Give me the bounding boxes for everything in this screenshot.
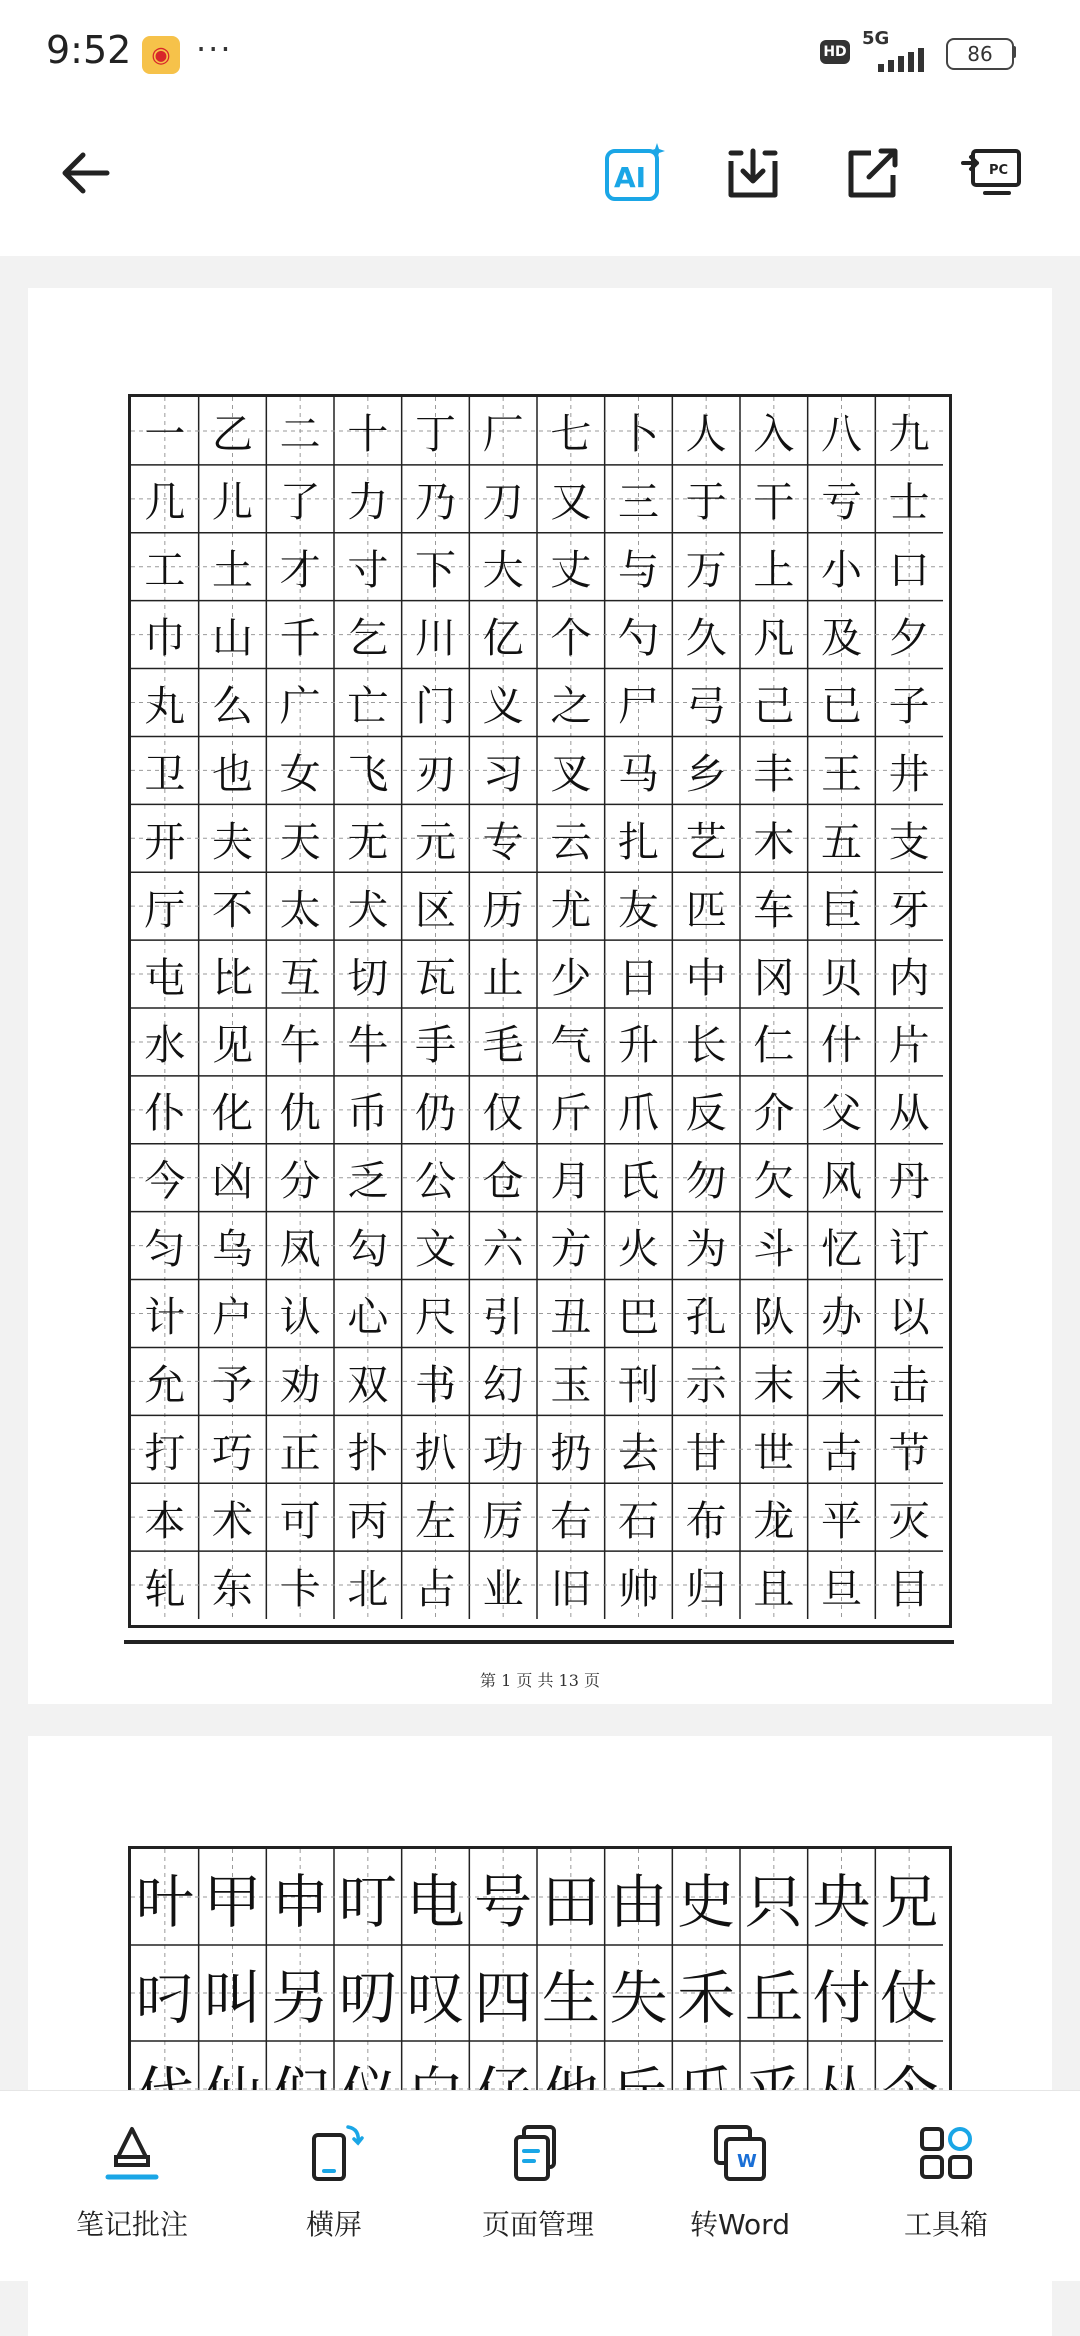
grid-character: 厅 — [144, 885, 186, 934]
nav-page-manage[interactable] — [448, 2121, 628, 2261]
grid-character: 叮 — [338, 1868, 397, 1936]
grid-character: 久 — [685, 614, 727, 663]
grid-character: 力 — [347, 478, 389, 527]
grid-character: 马 — [617, 749, 659, 798]
grid-character: 巴 — [617, 1292, 659, 1341]
grid-character: 匹 — [685, 885, 727, 934]
grid-character: 仅 — [482, 1089, 524, 1138]
grid-character: 扔 — [550, 1428, 592, 1477]
grid-character: 么 — [211, 681, 253, 730]
grid-character: 比 — [211, 953, 253, 1002]
document-viewer[interactable] — [0, 256, 1080, 2090]
grid-character: 艺 — [685, 817, 727, 866]
toolbox-icon — [914, 2121, 978, 2185]
grid-character: 凶 — [211, 1157, 253, 1206]
grid-character: 功 — [482, 1428, 524, 1477]
grid-character: 节 — [888, 1428, 930, 1477]
grid-character: 火 — [617, 1225, 659, 1274]
grid-character: 且 — [753, 1564, 795, 1613]
grid-character: 犬 — [347, 885, 389, 934]
nav-to-word-label: 转Word — [690, 2208, 790, 2241]
grid-character: 旦 — [820, 1564, 862, 1613]
grid-character: 不 — [211, 885, 253, 934]
grid-character: 干 — [753, 478, 795, 527]
grid-character: 十 — [347, 410, 389, 459]
grid-character: 个 — [550, 614, 592, 663]
grid-character: 月 — [550, 1157, 592, 1206]
grid-character: 仆 — [144, 1089, 186, 1138]
grid-character: 寸 — [347, 546, 389, 595]
pages-icon — [506, 2121, 570, 2185]
grid-character: 扑 — [347, 1428, 389, 1477]
grid-character: 扎 — [617, 817, 659, 866]
grid-character: 丑 — [550, 1292, 592, 1341]
grid-character: 义 — [482, 681, 524, 730]
grid-character: 叼 — [135, 1964, 194, 2032]
grid-character: 申 — [271, 1868, 330, 1936]
grid-character: 车 — [753, 885, 795, 934]
battery-cap — [1012, 46, 1016, 58]
grid-character: 己 — [753, 681, 795, 730]
grid-character: 父 — [820, 1089, 862, 1138]
network-type: 5G — [862, 28, 890, 49]
grid-character: 以 — [888, 1292, 930, 1341]
grid-character: 可 — [279, 1496, 321, 1545]
grid-character: 天 — [279, 817, 321, 866]
back-arrow-icon — [55, 141, 119, 205]
share-icon — [841, 141, 905, 205]
grid-character: 片 — [888, 1021, 930, 1070]
grid-character: 凤 — [279, 1225, 321, 1274]
signal-icon — [862, 48, 932, 72]
grid-character: 专 — [482, 817, 524, 866]
grid-character: 丸 — [144, 681, 186, 730]
grid-character: 央 — [812, 1868, 871, 1936]
grid-character: 日 — [617, 953, 659, 1002]
grid-character: 千 — [279, 614, 321, 663]
grid-character: 土 — [211, 546, 253, 595]
bottom-nav — [0, 2090, 1080, 2281]
grid-character: 氏 — [617, 1157, 659, 1206]
grid-character: 历 — [482, 885, 524, 934]
grid-character: 牙 — [888, 885, 930, 934]
battery-level: 86 — [967, 42, 993, 66]
grid-character: 巨 — [820, 885, 862, 934]
grid-character: 另 — [271, 1964, 330, 2032]
grid-character: 只 — [744, 1868, 803, 1936]
grid-character: 冈 — [753, 953, 795, 1002]
grid-character: 末 — [753, 1360, 795, 1409]
grid-character: 刊 — [617, 1360, 659, 1409]
grid-character: 欠 — [753, 1157, 795, 1206]
grid-character: 丁 — [414, 410, 456, 459]
grid-character: 八 — [820, 410, 862, 459]
grid-character: 轧 — [144, 1564, 186, 1613]
more-dots: ··· — [196, 30, 233, 68]
grid-character: 风 — [820, 1157, 862, 1206]
grid-character: 办 — [820, 1292, 862, 1341]
grid-character: 屯 — [144, 953, 186, 1002]
grid-character: 心 — [347, 1292, 389, 1341]
grid-character: 斤 — [550, 1089, 592, 1138]
grid-character: 乙 — [211, 410, 253, 459]
grid-character: 少 — [550, 953, 592, 1002]
grid-character: 互 — [279, 953, 321, 1002]
status-time: 9:52 — [46, 28, 132, 72]
rotate-screen-icon — [302, 2121, 366, 2185]
grid-character: 打 — [144, 1428, 186, 1477]
hd-badge: HD — [820, 40, 850, 64]
page-footer: 第 1 页 共 13 页 — [480, 1671, 600, 1690]
grid-character: 电 — [406, 1868, 465, 1936]
grid-character: 计 — [144, 1292, 186, 1341]
grid-character: 内 — [888, 953, 930, 1002]
grid-character: 乞 — [347, 614, 389, 663]
grid-character: 目 — [888, 1564, 930, 1613]
grid-character: 平 — [820, 1496, 862, 1545]
grid-character: 太 — [279, 885, 321, 934]
grid-character: 劝 — [279, 1360, 321, 1409]
grid-character: 凡 — [753, 614, 795, 663]
grid-character: 又 — [550, 478, 592, 527]
grid-character: 田 — [541, 1868, 600, 1936]
battery-icon — [946, 38, 1014, 70]
grid-character: 卜 — [617, 410, 659, 459]
grid-character: 山 — [211, 614, 253, 663]
grid-character: 东 — [211, 1564, 253, 1613]
grid-character: 兄 — [880, 1868, 939, 1936]
grid-character: 击 — [888, 1360, 930, 1409]
pen-annotate-icon — [100, 2121, 164, 2185]
grid-character: 叶 — [135, 1868, 194, 1936]
grid-character: 丙 — [347, 1496, 389, 1545]
grid-character: 占 — [414, 1564, 456, 1613]
grid-character: 失 — [609, 1964, 668, 2032]
document-page-1 — [28, 288, 1052, 1704]
grid-character: 布 — [685, 1496, 727, 1545]
grid-character: 无 — [347, 817, 389, 866]
nav-landscape[interactable] — [244, 2121, 424, 2261]
grid-character: 队 — [753, 1292, 795, 1341]
word-badge: W — [737, 2151, 757, 2172]
grid-character: 予 — [211, 1360, 253, 1409]
grid-character: 下 — [414, 546, 456, 595]
grid-character: 升 — [617, 1021, 659, 1070]
grid-character: 仁 — [753, 1021, 795, 1070]
grid-character: 子 — [888, 681, 930, 730]
nav-annotate-label: 笔记批注 — [75, 2208, 188, 2241]
grid-character: 尤 — [550, 885, 592, 934]
grid-character: 才 — [279, 546, 321, 595]
grid-character: 川 — [414, 614, 456, 663]
grid-character: 了 — [279, 478, 321, 527]
nav-page-manage-label: 页面管理 — [481, 2208, 594, 2241]
grid-character: 史 — [677, 1868, 736, 1936]
grid-character: 仍 — [414, 1089, 456, 1138]
grid-character: 号 — [474, 1868, 533, 1936]
grid-character: 孔 — [685, 1292, 727, 1341]
grid-character: 区 — [414, 885, 456, 934]
grid-character: 开 — [144, 817, 186, 866]
grid-character: 女 — [279, 749, 321, 798]
grid-character: 四 — [474, 1964, 533, 2032]
grid-character: 卡 — [279, 1564, 321, 1613]
grid-character: 仓 — [482, 1157, 524, 1206]
grid-character: 旧 — [550, 1564, 592, 1613]
grid-character: 与 — [617, 546, 659, 595]
grid-character: 乌 — [211, 1225, 253, 1274]
grid-character: 五 — [820, 817, 862, 866]
grid-character: 订 — [888, 1225, 930, 1274]
grid-character: 什 — [820, 1021, 862, 1070]
grid-character: 分 — [279, 1157, 321, 1206]
grid-character: 去 — [617, 1428, 659, 1477]
grid-character: 亏 — [820, 478, 862, 527]
grid-character: 儿 — [211, 478, 253, 527]
grid-character: 归 — [685, 1564, 727, 1613]
grid-character: 云 — [550, 817, 592, 866]
grid-character: 也 — [211, 749, 253, 798]
grid-character: 友 — [617, 885, 659, 934]
ai-label: AI — [614, 161, 647, 194]
grid-character: 付 — [812, 1964, 871, 2032]
nav-toolbox-label: 工具箱 — [903, 2208, 988, 2241]
grid-character: 长 — [685, 1021, 727, 1070]
grid-character: 之 — [550, 681, 592, 730]
grid-character: 巧 — [211, 1428, 253, 1477]
grid-character: 万 — [685, 546, 727, 595]
grid-character: 丰 — [753, 749, 795, 798]
grid-character: 生 — [541, 1964, 600, 2032]
grid-character: 为 — [685, 1225, 727, 1274]
grid-character: 北 — [347, 1564, 389, 1613]
grid-character: 丈 — [550, 546, 592, 595]
grid-character: 书 — [414, 1360, 456, 1409]
grid-character: 叨 — [338, 1964, 397, 2032]
grid-character: 世 — [753, 1428, 795, 1477]
grid-character: 元 — [414, 817, 456, 866]
grid-character: 七 — [550, 410, 592, 459]
grid-character: 本 — [144, 1496, 186, 1545]
grid-character: 大 — [482, 546, 524, 595]
download-icon — [721, 141, 785, 205]
grid-character: 入 — [753, 410, 795, 459]
grid-character: 勺 — [617, 614, 659, 663]
grid-character: 士 — [888, 478, 930, 527]
grid-character: 化 — [211, 1089, 253, 1138]
grid-character: 习 — [482, 749, 524, 798]
grid-character: 弓 — [685, 681, 727, 730]
grid-character: 由 — [609, 1868, 668, 1936]
pc-screen-button[interactable] — [958, 138, 1028, 208]
grid-character: 切 — [347, 953, 389, 1002]
nav-annotate[interactable] — [42, 2121, 222, 2261]
nav-toolbox[interactable] — [856, 2121, 1036, 2261]
grid-character: 广 — [279, 681, 321, 730]
grid-character: 支 — [888, 817, 930, 866]
grid-character: 公 — [414, 1157, 456, 1206]
grid-character: 示 — [685, 1360, 727, 1409]
grid-character: 文 — [414, 1225, 456, 1274]
grid-character: 上 — [753, 546, 795, 595]
grid-character: 门 — [414, 681, 456, 730]
grid-character: 右 — [550, 1496, 592, 1545]
grid-character: 玉 — [550, 1360, 592, 1409]
grid-character: 人 — [685, 410, 727, 459]
grid-character: 水 — [144, 1021, 186, 1070]
grid-character: 止 — [482, 953, 524, 1002]
grid-character: 甲 — [203, 1868, 262, 1936]
grid-character: 刀 — [482, 478, 524, 527]
grid-character: 匀 — [144, 1225, 186, 1274]
grid-character: 于 — [685, 478, 727, 527]
grid-character: 龙 — [753, 1496, 795, 1545]
character-grid — [128, 394, 952, 1628]
grid-character: 工 — [144, 546, 186, 595]
grid-character: 认 — [279, 1292, 321, 1341]
pc-screen-icon — [961, 141, 1025, 205]
grid-character: 乏 — [347, 1157, 389, 1206]
grid-character: 夫 — [211, 817, 253, 866]
grid-character: 一 — [144, 410, 186, 459]
grid-character: 币 — [347, 1089, 389, 1138]
grid-character: 厂 — [482, 410, 524, 459]
grid-character: 木 — [753, 817, 795, 866]
grid-character: 尺 — [414, 1292, 456, 1341]
grid-character: 手 — [414, 1021, 456, 1070]
ai-icon — [601, 141, 665, 205]
grid-character: 禾 — [677, 1964, 736, 2032]
grid-character: 忆 — [820, 1225, 862, 1274]
grid-character: 丘 — [744, 1964, 803, 2032]
grid-character: 爪 — [617, 1089, 659, 1138]
grid-character: 允 — [144, 1360, 186, 1409]
grid-character: 勾 — [347, 1225, 389, 1274]
grid-character: 刃 — [414, 749, 456, 798]
pc-label: PC — [989, 163, 1009, 178]
grid-character: 从 — [888, 1089, 930, 1138]
grid-character: 贝 — [820, 953, 862, 1002]
grid-character: 术 — [211, 1496, 253, 1545]
grid-character: 双 — [347, 1360, 389, 1409]
grid-character: 口 — [888, 546, 930, 595]
grid-character: 尸 — [617, 681, 659, 730]
grid-character: 斗 — [753, 1225, 795, 1274]
grid-character: 瓦 — [414, 953, 456, 1002]
grid-character: 甘 — [685, 1428, 727, 1477]
grid-character: 引 — [482, 1292, 524, 1341]
grid-character: 业 — [482, 1564, 524, 1613]
grid-character: 气 — [550, 1021, 592, 1070]
grid-character: 井 — [888, 749, 930, 798]
grid-character: 叫 — [203, 1964, 262, 2032]
grid-character: 乃 — [414, 478, 456, 527]
grid-bottom-rule — [124, 1640, 954, 1644]
grid-character: 及 — [820, 614, 862, 663]
grid-character: 丹 — [888, 1157, 930, 1206]
grid-character: 六 — [482, 1225, 524, 1274]
grid-character: 已 — [820, 681, 862, 730]
grid-character: 小 — [820, 546, 862, 595]
grid-character: 今 — [144, 1157, 186, 1206]
grid-character: 中 — [685, 953, 727, 1002]
grid-character: 几 — [144, 478, 186, 527]
grid-character: 王 — [820, 749, 862, 798]
grid-character: 二 — [279, 410, 321, 459]
grid-character: 见 — [211, 1021, 253, 1070]
grid-character: 帅 — [617, 1564, 659, 1613]
grid-character: 亡 — [347, 681, 389, 730]
grid-character: 灭 — [888, 1496, 930, 1545]
grid-character: 未 — [820, 1360, 862, 1409]
convert-word-icon — [708, 2121, 772, 2185]
back-button[interactable] — [52, 138, 122, 208]
share-button[interactable] — [838, 138, 908, 208]
grid-character: 飞 — [347, 749, 389, 798]
grid-character: 勿 — [685, 1157, 727, 1206]
grid-character: 户 — [211, 1292, 253, 1341]
grid-character: 乡 — [685, 749, 727, 798]
grid-character: 古 — [820, 1428, 862, 1477]
grid-character: 亿 — [482, 614, 524, 663]
grid-character: 仗 — [880, 1964, 939, 2032]
grid-character: 九 — [888, 410, 930, 459]
ai-button[interactable] — [598, 138, 668, 208]
grid-character: 牛 — [347, 1021, 389, 1070]
weibo-icon: ◉ — [142, 36, 180, 74]
grid-character: 扒 — [414, 1428, 456, 1477]
grid-character: 毛 — [482, 1021, 524, 1070]
grid-character: 反 — [685, 1089, 727, 1138]
download-button[interactable] — [718, 138, 788, 208]
grid-character: 叉 — [550, 749, 592, 798]
status-bar — [0, 0, 1080, 110]
grid-character: 卫 — [144, 749, 186, 798]
grid-character: 方 — [550, 1225, 592, 1274]
grid-character: 仇 — [279, 1089, 321, 1138]
top-toolbar — [0, 110, 1080, 256]
grid-character: 三 — [617, 478, 659, 527]
grid-character: 巾 — [144, 614, 186, 663]
nav-landscape-label: 横屏 — [305, 2208, 362, 2241]
grid-character: 石 — [617, 1496, 659, 1545]
nav-to-word[interactable] — [650, 2121, 830, 2261]
grid-character: 正 — [279, 1428, 321, 1477]
grid-character: 夕 — [888, 614, 930, 663]
grid-character: 介 — [753, 1089, 795, 1138]
grid-character: 厉 — [482, 1496, 524, 1545]
grid-character: 叹 — [406, 1964, 465, 2032]
grid-character: 幻 — [482, 1360, 524, 1409]
grid-character: 左 — [414, 1496, 456, 1545]
grid-character: 午 — [279, 1021, 321, 1070]
